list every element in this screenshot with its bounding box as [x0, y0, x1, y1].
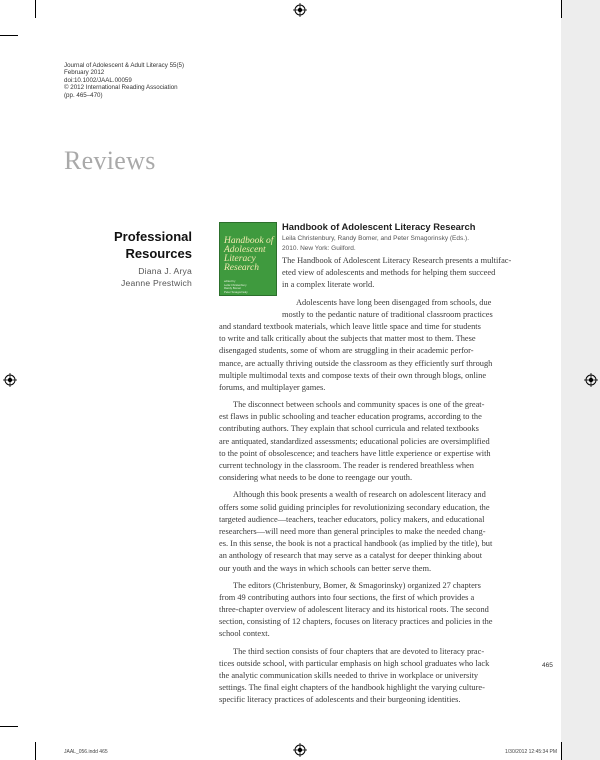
body-line: mance, are actually thriving outside the classroom as they efficiently surf through [219, 358, 493, 368]
body-paragraph [219, 580, 529, 641]
column-author: Jeanne Prestwich [120, 278, 192, 289]
body-line: contributing authors. They explain that school curricula and related textbooks [219, 424, 479, 434]
column-author: Diana J. Arya [138, 266, 192, 276]
registration-mark-icon [293, 3, 307, 17]
crop-mark [561, 742, 562, 760]
body-line: eted view of adolescents and methods for helping them succeed [282, 268, 496, 278]
review-body [219, 255, 529, 707]
crop-mark [0, 726, 18, 727]
body-line: The Handbook of Adolescent Literacy Research presents a multifac- [282, 256, 512, 265]
crop-mark [35, 742, 36, 760]
journal-info-line: doi:10.1002/JAAL.00059 [64, 76, 132, 84]
cover-editor-line: Leila Christenbury [224, 282, 247, 287]
body-line: es. In this sense, the book is not a practical handbook (as implied by the title), but [219, 539, 493, 549]
body-line: tices outside school, with particular emphasis on high school graduates who lack [219, 658, 490, 668]
journal-info-line: February 2012 [64, 69, 105, 77]
body-paragraph [219, 646, 529, 707]
body-line: considering what needs to be done to reengage our youth. [219, 473, 413, 483]
body-paragraph [219, 297, 529, 395]
body-line: three-chapter overview of adolescent literacy and its historical roots. The second [219, 605, 489, 615]
body-line: school context. [219, 629, 270, 639]
body-line: the analytic communication skills needed to thrive in workplace or university [219, 671, 479, 680]
journal-info-line: (pp. 465–470) [64, 91, 103, 99]
body-line: Adolescents have long been disengaged from schools, due [296, 297, 492, 307]
book-meta-line: Leila Christenbury, Randy Bomer, and Peter Smagorinsky (Eds.). [282, 235, 470, 242]
print-timestamp: 1/30/2012 12:45:34 PM [505, 749, 557, 755]
body-line: forums, and multiplayer games. [219, 382, 326, 392]
cover-title-line: Adolescent [224, 245, 266, 255]
book-title: Handbook of Adolescent Literacy Research [282, 221, 476, 232]
crop-mark [0, 35, 18, 36]
journal-info-line: © 2012 International Reading Association [64, 84, 178, 92]
body-line: our youth and the ways in which schools can better serve them. [219, 563, 432, 573]
body-line: The disconnect between schools and community spaces is one of the great- [233, 400, 485, 410]
file-slug: JAAL_056.indd 465 [64, 749, 108, 755]
body-line: mostly to the pedantic nature of traditional classroom practices [282, 309, 493, 319]
column-title-line: Professional [113, 229, 192, 244]
section-title: Reviews [64, 146, 156, 175]
body-line: in a complex literate world. [282, 280, 375, 290]
registration-mark-icon [584, 373, 598, 387]
body-line: settings. The final eight chapters of the handbook highlight the varying culture- [219, 683, 485, 693]
crop-mark [35, 0, 36, 18]
body-line: are antiquated, standardized assessments; educational policies are oversimplified [219, 436, 490, 446]
body-paragraph [219, 489, 529, 574]
body-line: multiple multimodal texts and compose texts of their own through blogs, online [219, 370, 487, 380]
body-line: to write and talk critically about the subjects that matter most to them. These [219, 334, 476, 344]
body-line: researchers—will need more than general principles to make the needed chang- [219, 526, 486, 536]
body-line: section, consisting of 12 chapters, focuses on literacy practices and policies in the [219, 617, 493, 627]
column-title [114, 228, 192, 262]
body-line: specific literacy practices of adolescents and their burgeoning identities. [219, 695, 461, 705]
cover-editor-line: Randy Bomer [224, 286, 242, 291]
body-line: to the point of obsolescence; and teachers have little experience or expertise with [219, 448, 491, 458]
column-authors [121, 265, 192, 290]
cover-title-line: Handbook of [224, 236, 274, 246]
body-line: Although this book presents a wealth of research on adolescent literacy and [233, 490, 486, 500]
body-line: current technology in the classroom. The reader is rendered breathless when [219, 461, 474, 470]
body-paragraph [219, 399, 529, 484]
page-number: 465 [542, 662, 553, 669]
crop-mark [561, 0, 562, 18]
registration-mark-icon [293, 743, 307, 757]
journal-citation [64, 62, 184, 99]
cover-title-line: Research [224, 263, 259, 273]
cover-title-line: Literacy [224, 254, 256, 264]
body-line: disengaged students, some of whom are struggling in their academic perfor- [219, 346, 474, 356]
book-meta-line: 2010. New York: Guilford. [282, 245, 356, 253]
book-meta [282, 234, 469, 254]
journal-info-line: Journal of Adolescent & Adult Literacy 55(5) [64, 62, 185, 69]
column-title-line: Resources [125, 246, 192, 261]
body-paragraph [219, 255, 529, 292]
registration-mark-icon [3, 373, 17, 387]
body-line: an anthology of research that may serve as a catalyst for deeper thinking about [219, 551, 483, 561]
body-line: The editors (Christenbury, Bomer, & Smagorinsky) organized 27 chapters [233, 580, 481, 590]
body-line: est flaws in public schooling and teacher education programs, according to the [219, 412, 482, 422]
body-line: and standard textbook materials, which leave little space and time for students [219, 321, 481, 331]
body-line: from 49 contributing authors into four sections, the first of which provides a [219, 592, 475, 602]
cover-editor-line: Peter Smagorinsky [224, 289, 248, 294]
cover-editor-line: edited by [224, 279, 236, 283]
body-line: The third section consists of four chapters that are devoted to literacy prac- [233, 646, 485, 656]
body-line: offers some solid guiding principles for revolutionizing secondary education, the [219, 502, 490, 512]
body-line: targeted audience—teachers, teacher educators, policy makers, and educational [219, 514, 485, 524]
